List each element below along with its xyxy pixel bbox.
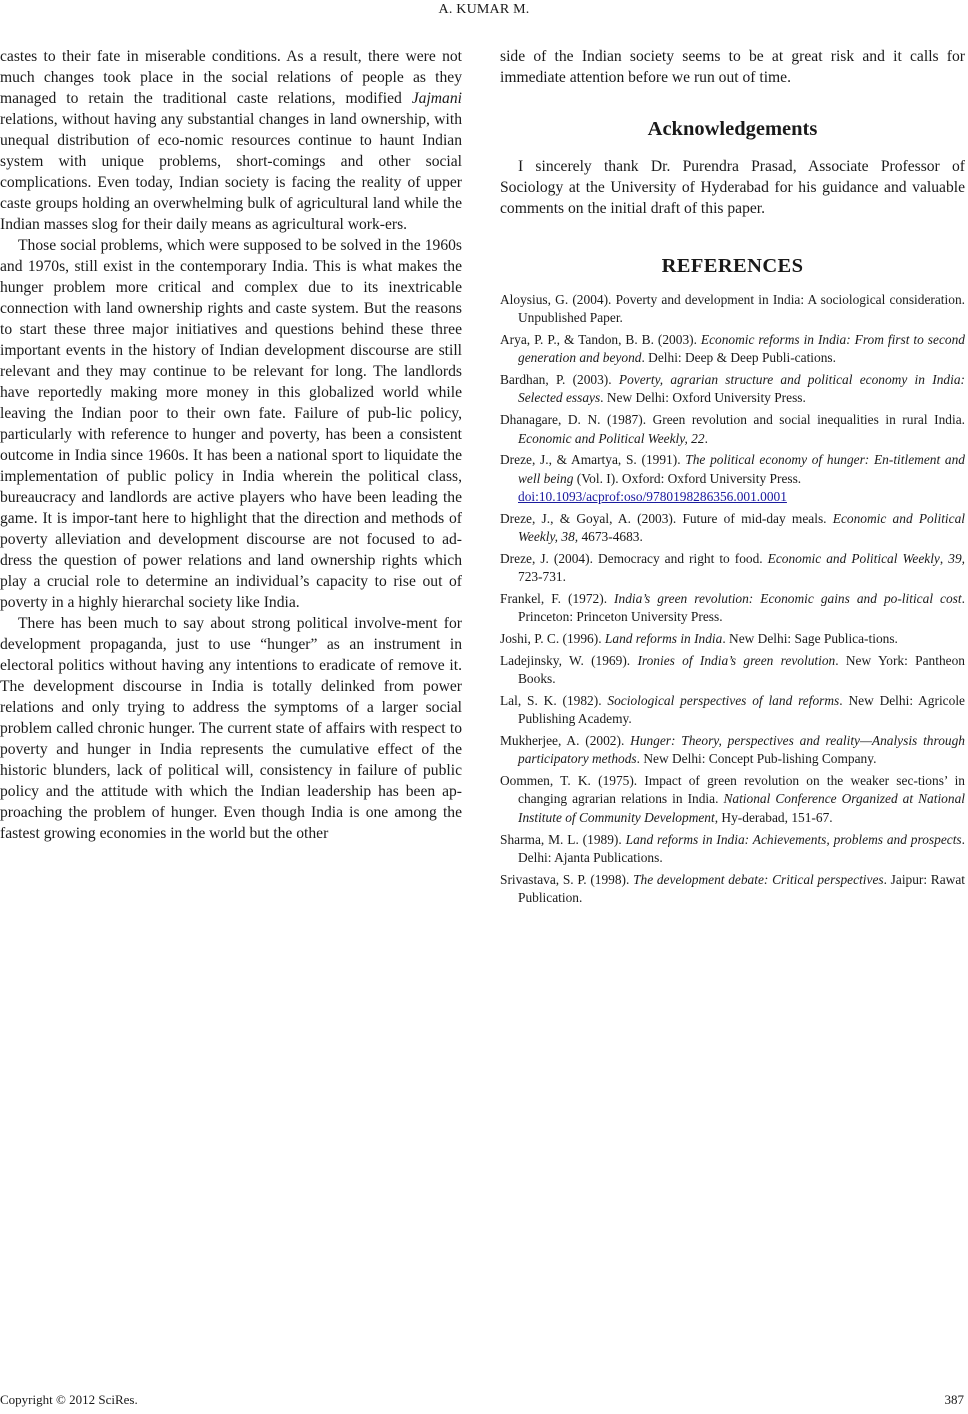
reference-volume: 39,: [948, 550, 965, 566]
reference-entry: [500, 831, 965, 868]
reference-text: . Princeton: Princeton University Press.: [518, 590, 965, 625]
reference-text: Joshi, P. C. (1996).: [500, 631, 605, 647]
reference-source: The political economy of hunger: En-titlement and well being: [518, 452, 965, 486]
reference-text: (Vol. I). Oxford: Oxford University Press.: [573, 470, 802, 486]
running-head: A. KUMAR M.: [438, 2, 530, 17]
acknowledgements-text: I sincerely thank Dr. Purendra Prasad, Associate Professor of Sociology at the University of Hyderabad for his guidance and valuable comments on the initial draft of this paper.: [500, 158, 965, 217]
acknowledgements-heading: Acknowledgements: [647, 118, 818, 140]
reference-entry: [500, 550, 965, 587]
reference-text: Dhanagare, D. N. (1987). Green revolution and social inequalities in rural India.: [500, 412, 965, 428]
reference-text: 4673-4683.: [578, 529, 643, 545]
reference-source: The development debate: Critical perspectives: [633, 871, 884, 887]
italic-term: Jajmani: [411, 90, 462, 107]
reference-source: Economic and Political Weekly, 22: [518, 430, 705, 446]
doi-link[interactable]: doi:10.1093/acprof:oso/9780198286356.001.0001: [518, 488, 787, 504]
reference-text: . New York: Pantheon Books.: [518, 652, 965, 687]
reference-entry: [500, 371, 965, 408]
reference-text: . Delhi: Deep & Deep Publi-cations.: [641, 350, 836, 366]
reference-text: . New Delhi: Agricole Publishing Academy.: [518, 692, 965, 727]
reference-entry: [500, 590, 965, 627]
reference-text: . Delhi: Ajanta Publications.: [518, 831, 965, 865]
reference-text: Frankel, F. (1972).: [500, 590, 615, 606]
reference-text: Ladejinsky, W. (1969).: [500, 652, 638, 668]
reference-entry: [500, 411, 965, 448]
reference-source: India’s green revolution: Economic gains and po-litical cost: [614, 590, 962, 606]
reference-text: . New Delhi: Sage Publica-tions.: [722, 631, 898, 647]
reference-source: Economic reforms in India: From first to second generation and beyond: [518, 332, 965, 366]
body-paragraph-continued: side of the Indian society seems to be at great risk and it calls for immediate attention before we run out of time.: [500, 48, 965, 86]
reference-entry: [500, 510, 965, 547]
reference-text: Dreze, J., & Goyal, A. (2003). Future of mid-day meals.: [500, 510, 833, 526]
reference-source: Land reforms in India: [604, 631, 723, 647]
paragraph-text: castes to their fate in miserable conditions. As a result, there were not much changes took place in the social relations of people as they managed to retain the traditional caste relations, modified: [0, 48, 462, 107]
reference-text: , Hy-derabad, 151-67.: [714, 809, 833, 825]
reference-entry: [500, 772, 965, 827]
reference-entry: [500, 871, 965, 908]
body-paragraph-2: Those social problems, which were supposed to be solved in the 1960s and 1970s, still exist in the contemporary India. This is what makes the hunger problem more critical and complex due to its inextricable connection with land ownership rights and caste system. But the reasons to start these three major initiatives and questions behind these three important events in the history of Indian development discourse are still relevant and they may continue to be relevant for long. The landlords have reportedly making more money in this globalized world while leaving the Indian poor to their own fate. Failure of pub-lic policy, particularly with reference to hunger and poverty, has been a consistent outcome in India since 1960s. It has been a national sport to liquidate the implementation of public policy in India wherein the political class, bureaucracy and landlords are active players who have been leading the game. It is impor-tant here to highlight that the direction and methods of poverty alleviation and development discourse are not focused to ad-dress the question of power relations and land ownership rights which play a crucial role to determine an individual’s capacity to rise out of poverty in a highly hierarchal society like India.: [0, 237, 462, 611]
reference-entry: [500, 630, 965, 648]
copyright-notice: Copyright © 2012 SciRes.: [0, 1392, 138, 1407]
reference-source: Land reforms in India: Achievements, problems and prospects: [625, 831, 962, 847]
reference-text: Aloysius, G. (2004). Poverty and development in India: A sociological consideration. Unpublished Paper.: [500, 292, 965, 326]
reference-entry: [500, 331, 965, 368]
reference-source: National Conference Organized at National Institute of Community Development: [518, 791, 965, 825]
reference-source: Economic and Political Weekly, 38,: [518, 510, 965, 545]
reference-entry: [500, 652, 965, 689]
reference-text: . New Delhi: Oxford University Press.: [600, 390, 806, 406]
body-paragraph-1: [0, 46, 462, 235]
reference-source: Sociological perspectives of land reforms: [607, 692, 840, 708]
reference-list: [500, 291, 965, 907]
reference-source: Poverty, agrarian structure and political economy in India: Selected essays: [518, 372, 965, 406]
reference-entry: [500, 692, 965, 729]
right-column: [500, 46, 965, 911]
references-heading: REFERENCES: [661, 255, 804, 277]
reference-source: Ironies of India’s green revolution: [637, 652, 836, 668]
reference-source: Economic and Political Weekly: [767, 550, 940, 566]
reference-text: Dreze, J., & Amartya, S. (1991).: [500, 452, 686, 468]
reference-text: Sharma, M. L. (1989).: [500, 831, 626, 847]
reference-text: . Jaipur: Rawat Publication.: [518, 871, 966, 905]
left-column: [0, 46, 462, 844]
page-number: 387: [944, 1392, 964, 1407]
reference-entry: [500, 291, 965, 328]
reference-text: Arya, P. P., & Tandon, B. B. (2003).: [500, 332, 701, 348]
reference-text: Oommen, T. K. (1975). Impact of green revolution on the weaker sec-tions’ in changing agrarian relations in India.: [500, 773, 965, 807]
body-paragraph-3: There has been much to say about strong political involve-ment for development propaganda, just to use “hunger” as an instrument in electoral politics without having any intentions to eradicate of remove it. The development discourse in India is totally delinked from power relations and only trying to address the symptoms of a larger social problem called chronic hunger. The current state of affairs with respect to poverty and hunger in India represents the cumulative effect of the historic blunders, lack of political will, consistency in failure of public policy and the attitude with which the Indian leadership has been ap-proaching the problem of hunger. Even though India is one among the fastest growing economies in the world but the other: [0, 615, 462, 842]
reference-text: Lal, S. K. (1982).: [500, 692, 608, 708]
reference-entry: [500, 451, 965, 506]
reference-text: 723-731.: [518, 569, 566, 585]
reference-text: Bardhan, P. (2003).: [500, 372, 619, 388]
reference-text: . New Delhi: Concept Pub-lishing Company.: [636, 751, 877, 767]
reference-text: Srivastava, S. P. (1998).: [500, 871, 634, 887]
reference-entry: [500, 732, 965, 769]
reference-text: .: [704, 430, 708, 446]
reference-source: Hunger: Theory, perspectives and reality—Analysis through participatory methods: [518, 733, 965, 767]
reference-text: Mukherjee, A. (2002).: [500, 733, 631, 749]
reference-text: ,: [939, 550, 949, 566]
paragraph-text: relations, without having any substantial changes in land ownership, with unequal distribution of eco-nomic resources continue to haunt Indian system with unique problems, short-comings and other social complications. Even today, Indian society is facing the reality of upper caste groups holding an overwhelming bulk of agricultural land while the Indian masses slog for their daily means as agricultural work-ers.: [0, 111, 462, 233]
reference-text: Dreze, J. (2004). Democracy and right to food.: [500, 550, 768, 566]
